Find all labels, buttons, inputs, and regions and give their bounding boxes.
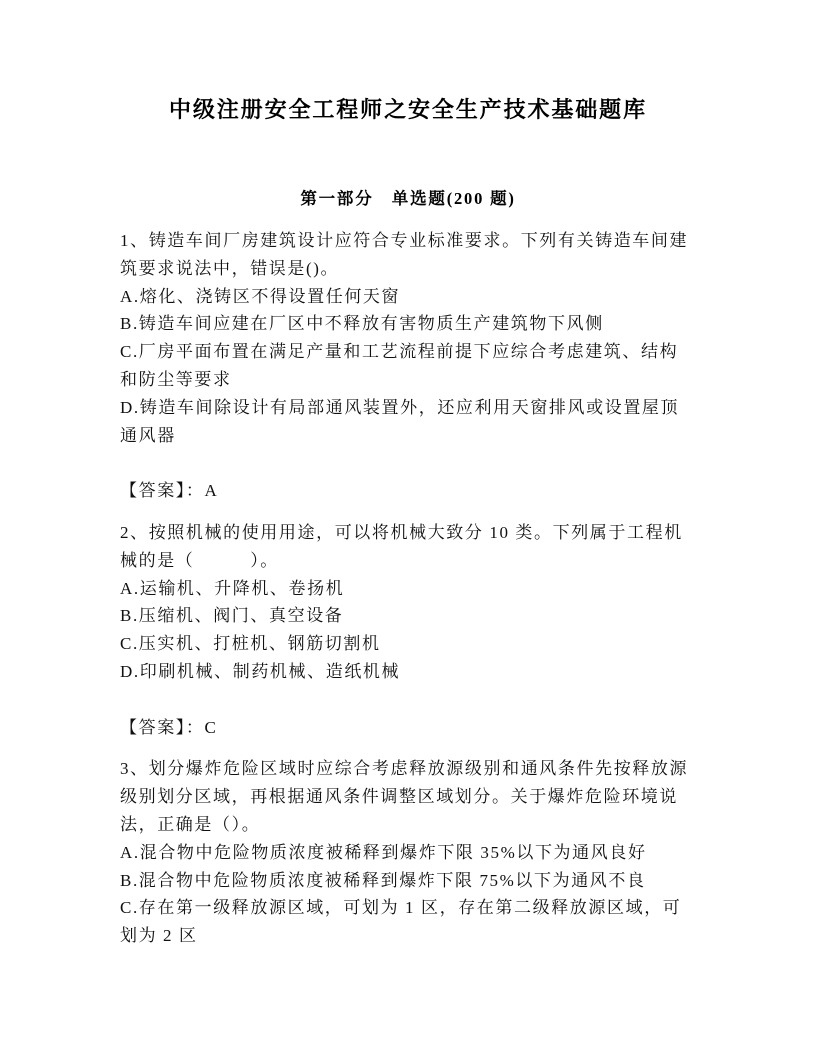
question-stem-text: 铸造车间厂房建筑设计应符合专业标准要求。下列有关铸造车间建 筑要求说法中，错误是()。 xyxy=(120,231,689,278)
option-text: 压实机、打桩机、钢筋切割机 xyxy=(138,634,381,654)
option-label: A. xyxy=(120,578,140,598)
question-list xyxy=(120,227,700,950)
option-label: C. xyxy=(120,898,139,918)
question-stem xyxy=(120,755,700,838)
option-label: B. xyxy=(120,314,139,334)
answer-line-1 xyxy=(120,477,700,505)
option-b xyxy=(120,310,700,338)
option-text: 熔化、浇铸区不得设置任何天窗 xyxy=(139,286,401,306)
option-b xyxy=(120,602,700,630)
option-a xyxy=(120,575,700,603)
question-number: 3、 xyxy=(120,759,149,779)
question-stem-text: 划分爆炸危险区域时应综合考虑释放源级别和通风条件先按释放源 级别划分区域，再根据通风条件调整区域划分。关于爆炸危险环境说 法，正确是（）。 xyxy=(120,759,689,834)
option-text: 厂房平面布置在满足产量和工艺流程前提下应综合考虑建筑、结构 和防尘等要求 xyxy=(120,342,679,389)
document-title: 中级注册安全工程师之安全生产技术基础题库 xyxy=(168,97,647,122)
question-number: 1、 xyxy=(120,231,149,250)
option-text: 印刷机械、制药机械、造纸机械 xyxy=(139,661,401,681)
option-label: B. xyxy=(120,870,139,890)
option-text: 压缩机、阀门、真空设备 xyxy=(138,606,344,626)
option-label: C. xyxy=(120,342,139,362)
answer-label: 【答案】： xyxy=(120,481,205,501)
option-label: D. xyxy=(120,661,140,681)
option-b xyxy=(120,867,700,895)
answer-label: 【答案】： xyxy=(120,717,205,737)
option-label: A. xyxy=(120,842,140,862)
answer-line-2 xyxy=(120,714,700,742)
option-label: B. xyxy=(120,606,139,626)
question-stem xyxy=(120,227,700,283)
option-d xyxy=(120,394,700,450)
option-a xyxy=(120,839,700,867)
question-stem-text: 按照机械的使用用途，可以将机械大致分 10 类。下列属于工程机 械的是（ ）。 xyxy=(120,522,683,570)
option-label: A. xyxy=(120,286,140,306)
option-label: D. xyxy=(120,397,140,417)
option-a xyxy=(120,283,700,311)
question-2 xyxy=(120,519,700,686)
option-label: C. xyxy=(120,634,139,654)
question-3 xyxy=(120,755,700,950)
option-c xyxy=(120,894,700,950)
option-text: 存在第一级释放源区域，可划为 1 区，存在第二级释放源区域，可 划为 2 区 xyxy=(120,898,682,946)
option-c xyxy=(120,630,700,658)
answer-value: C xyxy=(204,717,218,737)
option-d xyxy=(120,658,700,686)
option-text: 运输机、升降机、卷扬机 xyxy=(139,578,345,598)
question-number: 2、 xyxy=(120,522,149,542)
option-text: 铸造车间除设计有局部通风装置外，还应利用天窗排风或设置屋顶 通风器 xyxy=(120,397,680,445)
option-text: 混合物中危险物质浓度被稀释到爆炸下限 35%以下为通风良好 xyxy=(139,842,647,862)
question-stem xyxy=(120,519,700,575)
option-text: 铸造车间应建在厂区中不释放有害物质生产建筑物下风侧 xyxy=(138,314,604,334)
section-heading: 第一部分 单选题(200 题) xyxy=(300,189,516,208)
answer-value: A xyxy=(204,481,219,501)
question-1 xyxy=(120,227,700,449)
option-text: 混合物中危险物质浓度被稀释到爆炸下限 75%以下为通风不良 xyxy=(138,870,646,890)
option-c xyxy=(120,338,700,394)
